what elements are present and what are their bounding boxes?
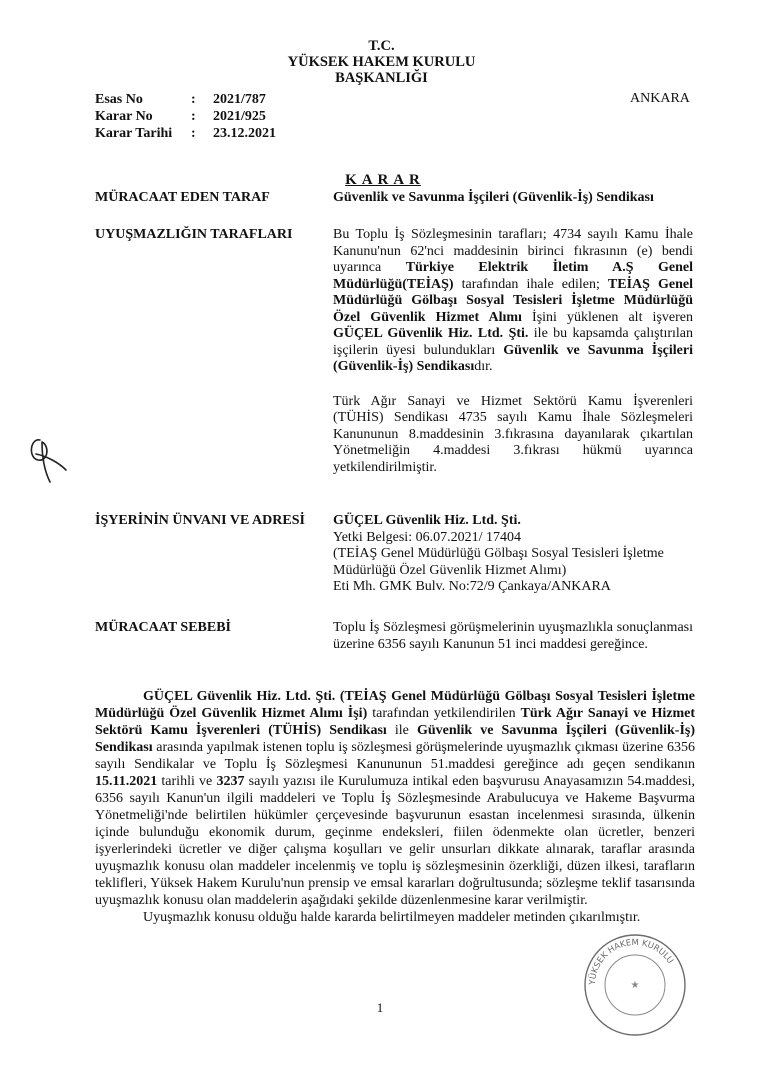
applicant-label: MÜRACAAT EDEN TARAF [95,190,270,205]
workplace-scope: (TEİAŞ Genel Müdürlüğü Gölbaşı Sosyal Tesisleri İşletme Müdürlüğü Özel Güvenlik Hizmet Alımı) [333,546,664,578]
karar-value: 2021/925 [213,109,266,124]
esas-label: Esas No [95,92,143,107]
text-run: Türk Ağır Sanayi ve Hizmet Sektörü Kamu İşverenleri (TÜHİS) Sendikası [95,706,695,738]
svg-text:YÜKSEK HAKEM KURULU [587,938,675,986]
city: ANKARA [630,91,690,106]
decision-title: K A R A R [345,172,421,188]
text-run: TEİAŞ Genel Müdürlüğü Gölbaşı Sosyal Tesisleri İşletme Müdürlüğü Özel Güvenlik Hizmet Alımı [333,276,693,325]
stamp-text: YÜKSEK HAKEM KURULU [587,937,675,986]
esas-value: 2021/787 [213,92,266,107]
svg-text:★: ★ [630,980,640,991]
text-run: Güvenlik ve Savunma İşçileri (Güvenlik-İş) Sendikası [333,342,693,374]
text-run: Güvenlik ve Savunma İşçileri (Güvenlik-İş) Sendikası [95,723,696,755]
text-run: GÜÇEL Güvenlik Hiz. Ltd. Şti. (TEİAŞ Genel Müdürlüğü Gölbaşı Sosyal Tesisleri İşletme Müdürlüğü Özel Güvenlik Hizmet Alımı İşi) [95,689,695,721]
header-tc: T.C. [368,38,395,54]
text-run: İşini yüklenen alt işveren [521,309,693,325]
colon: : [191,126,196,141]
karar-row [95,108,276,125]
text-run: 15.11.2021 [95,774,158,789]
page-number: 1 [376,1000,384,1015]
reason-value: Toplu İş Sözleşmesi görüşmelerinin uyuşmazlıkla sonuçlanması üzerine 6356 sayılı Kanunun 51 inci maddesi gereğince. [333,620,693,652]
body-paragraph-2: Uyuşmazlık konusu olduğu halde kararda belirtilmeyen maddeler metinden çıkarılmıştır. [143,910,641,925]
parties-text [333,227,693,476]
text-run: Türkiye Elektrik İletim A.Ş Genel Müdürlüğü(TEİAŞ) [333,260,694,292]
workplace-label: İŞYERİNİN ÜNVANI VE ADRESİ [95,513,305,528]
parties-paragraph-1 [333,227,693,376]
decision-body [95,688,695,926]
text-run: tarafından yetkilendirilen [367,706,521,721]
tarih-row [95,125,276,142]
tarih-label: Karar Tarihi [95,126,173,141]
parties-label: UYUŞMAZLIĞIN TARAFLARI [95,227,293,242]
text-run: tarihli ve [157,774,217,789]
text-run: arasında yapılmak istenen toplu iş sözleşmesi görüşmelerinde uyuşmazlık çıkması üzerine 6356 sayılı Sendikalar ve Toplu İş Sözleşmesi Kanununun 51.maddesi gereğince adı geçen sendikanın [95,740,695,772]
applicant-value: Güvenlik ve Savunma İşçileri (Güvenlik-İş) Sendikası [333,190,654,205]
text-run: ile bu kapsamda çalıştırılan işçilerin üyesi bulundukları [333,326,693,358]
official-stamp [580,930,690,1040]
handwritten-signature [22,410,72,490]
colon: : [191,109,196,124]
esas-row [95,91,276,108]
header-presidency: BAŞKANLIĞI [335,70,428,86]
text-run: GÜÇEL Güvenlik Hiz. Ltd. Şti. [333,326,529,341]
workplace-auth: Yetki Belgesi: 06.07.2021/ 17404 [333,529,521,545]
text-run: ile [386,723,417,738]
text-run: dır. [474,359,493,374]
workplace-name: GÜÇEL Güvenlik Hiz. Ltd. Şti. [333,513,521,528]
text-run: tarafından ihale edilen; [453,276,608,292]
workplace-address: Eti Mh. GMK Bulv. No:72/9 Çankaya/ANKARA [333,579,611,594]
text-run: sayılı yazısı ile Kurulumuza intikal eden başvurusu Anayasamızın 54.maddesi, 6356 sayılı Kanun'un ilgili maddeleri ve Toplu İş Sözleşmesinde Arabulucuya ve Hakeme Başvurma Yönetmeliği'nde belirtilen hükümler çerçevesinde başvurunun esastan incelenmesi sırasında, ülkenin içinde bulunduğu ekonomik durum, geçinme endeksleri, fiilen ödenmekte olan ücretler, benzeri işyerlerindeki ücretler ve diğer çalışma koşulları ve gelir unsurları dikkate alınarak, taraflar arasında uyuşmazlık konusu olan maddeler incelenmiş ve toplu iş sözleşmesinin özerkliği, düzen ilkesi, tarafların teklifleri, Yüksek Hakem Kurulu'nun prensip ve emsal kararları doğrultusunda; sözleşme teklif tasarısında uyuşmazlık konusu olan maddelerin aşağıdaki şekilde düzenlenmesine karar verilmiştir. [95,774,695,908]
header-institution: YÜKSEK HAKEM KURULU [287,54,476,70]
body-paragraph-1 [95,688,695,909]
text-run: 3237 [216,774,245,789]
karar-label: Karar No [95,109,153,124]
text-run: Bu Toplu İş Sözleşmesinin tarafları; 4734 sayılı Kamu İhale Kanunu'nun 62'nci maddesinin birinci fıkrasının (e) bendi uyarınca [333,227,693,275]
colon: : [191,92,196,107]
meta-block [95,91,276,142]
reason-label: MÜRACAAT SEBEBİ [95,620,232,635]
tarih-value: 23.12.2021 [213,126,276,141]
parties-paragraph-2: Türk Ağır Sanayi ve Hizmet Sektörü Kamu İşverenleri (TÜHİS) Sendikası 4735 sayılı Kamu İhale Sözleşmeleri Kanununun 8.maddesinin 3.fıkrasına dayanılarak çıkartılan Yönetmeliğin 4.maddesi 3.fıkrası hükmü uyarınca yetkilendirilmiştir. [333,393,693,475]
workplace-info [333,513,693,596]
